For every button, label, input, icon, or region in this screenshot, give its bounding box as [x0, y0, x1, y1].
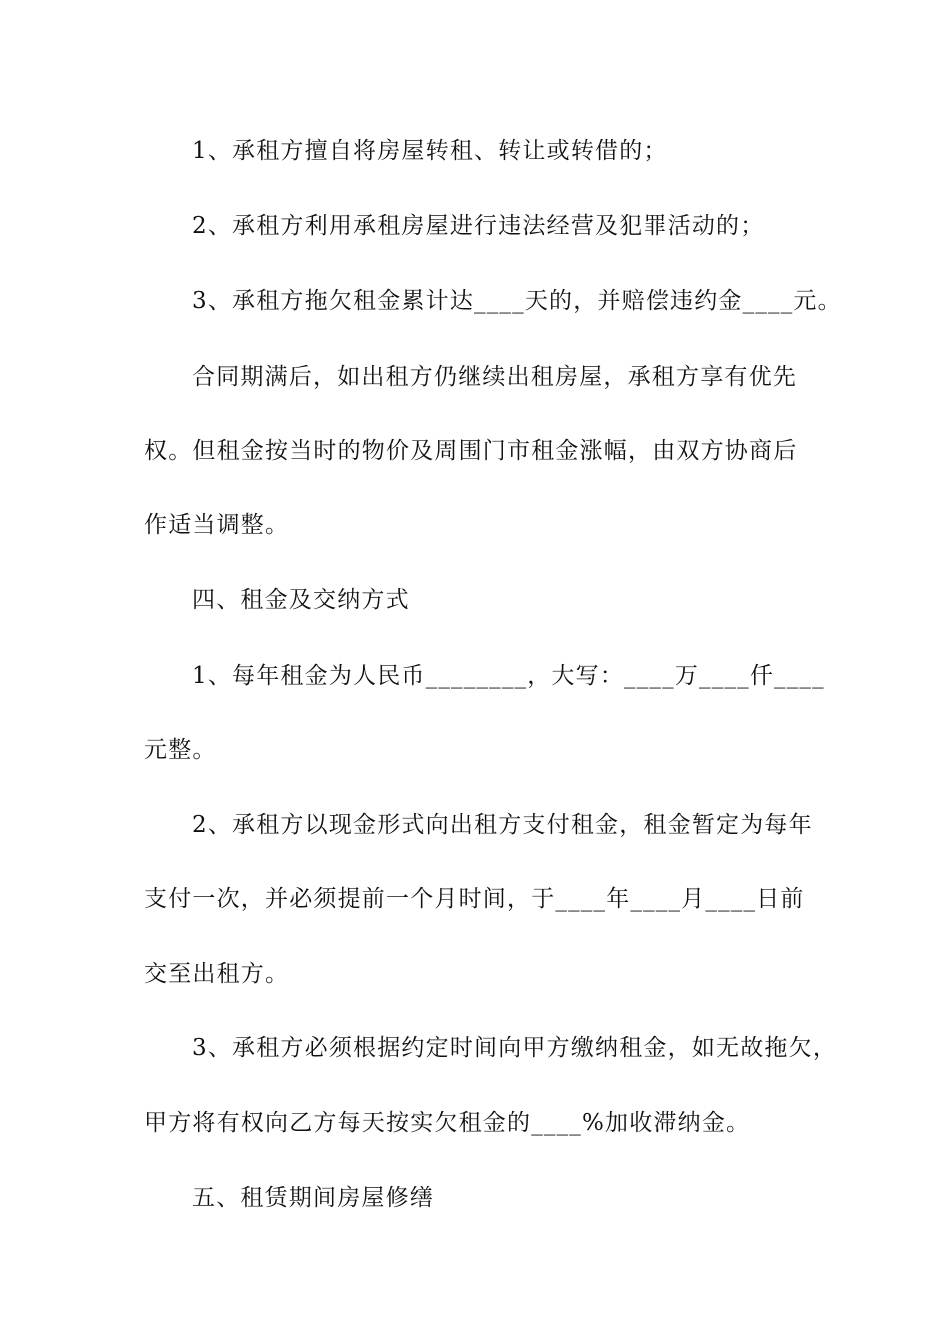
- section-5-heading: 五、租赁期间房屋修缮: [192, 1185, 434, 1211]
- renewal-paragraph-line-3: 作适当调整。: [144, 512, 290, 538]
- payment-method-line-3: 交至出租方。: [144, 961, 290, 987]
- late-fee-line-2: 甲方将有权向乙方每天按实欠租金的____%加收滞纳金。: [144, 1110, 751, 1136]
- rent-amount-line-2: 元整。: [144, 737, 217, 763]
- clause-2-illegal-use: 2、承租方利用承租房屋进行违法经营及犯罪活动的；: [192, 213, 765, 239]
- rent-amount-line-1: 1、每年租金为人民币________，大写：____万____仟____: [192, 663, 825, 689]
- payment-method-line-2: 支付一次，并必须提前一个月时间，于____年____月____日前: [144, 886, 805, 912]
- clause-3-arrears: 3、承租方拖欠租金累计达____天的，并赔偿违约金____元。: [192, 288, 842, 314]
- section-4-heading: 四、租金及交纳方式: [192, 587, 410, 613]
- clause-1-sublet: 1、承租方擅自将房屋转租、转让或转借的；: [192, 138, 668, 164]
- renewal-paragraph-line-1: 合同期满后，如出租方仍继续出租房屋，承租方享有优先: [192, 364, 797, 390]
- payment-method-line-1: 2、承租方以现金形式向出租方支付租金，租金暂定为每年: [192, 812, 813, 838]
- late-fee-line-1: 3、承租方必须根据约定时间向甲方缴纳租金，如无故拖欠，: [192, 1035, 838, 1061]
- renewal-paragraph-line-2: 权。但租金按当时的物价及周围门市租金涨幅，由双方协商后: [144, 438, 798, 464]
